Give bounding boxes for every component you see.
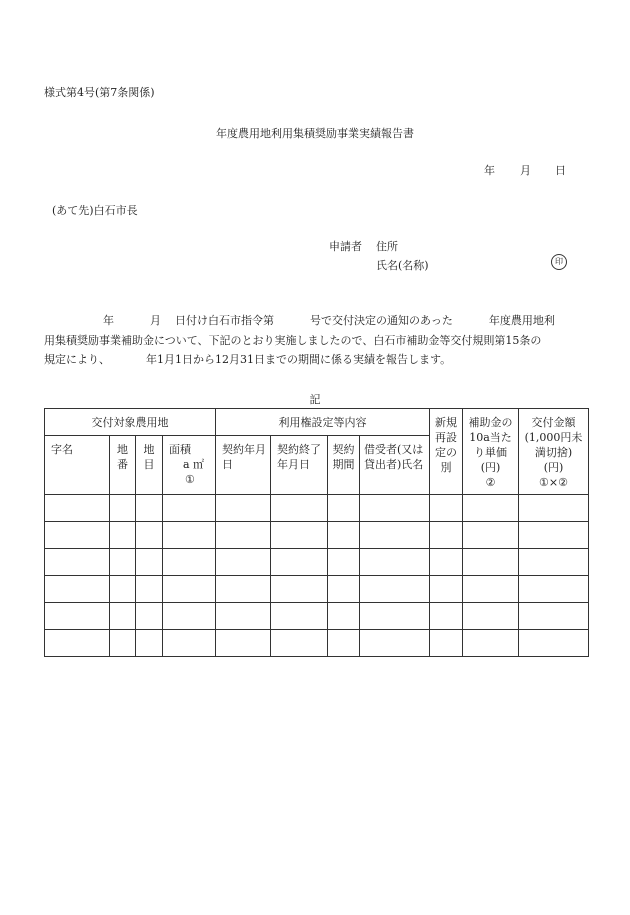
col-end-line: 契約終了 bbox=[277, 443, 321, 456]
table-cell[interactable] bbox=[216, 576, 271, 603]
table-cell[interactable] bbox=[216, 522, 271, 549]
body-line-2: 用集積奨励事業補助金について、下記のとおり実施しましたので、白石市補助金等交付規則第15条の bbox=[44, 334, 542, 347]
col-chiban bbox=[110, 436, 136, 495]
table-cell[interactable] bbox=[163, 630, 216, 657]
col-contract-period bbox=[328, 436, 360, 495]
table-row bbox=[45, 603, 589, 630]
table-cell[interactable] bbox=[328, 495, 360, 522]
table-cell[interactable] bbox=[271, 522, 328, 549]
table-cell[interactable] bbox=[136, 549, 163, 576]
table-cell[interactable] bbox=[430, 549, 463, 576]
table-cell[interactable] bbox=[360, 630, 430, 657]
table-cell[interactable] bbox=[360, 522, 430, 549]
col-period-line: 期間 bbox=[332, 458, 355, 471]
col-amount-line: (1,000円未 bbox=[524, 431, 583, 444]
table-cell[interactable] bbox=[163, 603, 216, 630]
col-area-unit: a ㎡ bbox=[183, 458, 205, 471]
col-amount-line: ①×② bbox=[539, 476, 568, 489]
table-row bbox=[45, 522, 589, 549]
col-chimoku-line: 地 bbox=[143, 443, 155, 456]
table-cell[interactable] bbox=[519, 522, 589, 549]
table-cell[interactable] bbox=[463, 522, 519, 549]
col-lessee bbox=[360, 436, 430, 495]
body-month: 月 bbox=[150, 314, 161, 327]
form-number: 様式第4号(第7条関係) bbox=[44, 86, 155, 99]
col-aza bbox=[45, 436, 110, 495]
addressee: (あて先)白石市長 bbox=[52, 204, 138, 217]
col-new-line: 再設 bbox=[435, 431, 457, 444]
col-amount-line: (円) bbox=[543, 461, 564, 474]
table-cell[interactable] bbox=[328, 603, 360, 630]
address-label: 住所 bbox=[376, 240, 398, 253]
table-cell[interactable] bbox=[430, 630, 463, 657]
table-cell[interactable] bbox=[519, 549, 589, 576]
col-amount-line: 交付金額 bbox=[531, 416, 576, 429]
table-cell[interactable] bbox=[328, 576, 360, 603]
col-new-line: 新規 bbox=[435, 416, 457, 429]
table-cell[interactable] bbox=[216, 495, 271, 522]
col-area-line: 面積 bbox=[169, 443, 191, 456]
col-new-line: 定の bbox=[435, 446, 457, 459]
table-cell[interactable] bbox=[110, 603, 136, 630]
col-chiban-line: 地 bbox=[117, 443, 128, 456]
table-cell[interactable] bbox=[430, 576, 463, 603]
col-end-line: 年月日 bbox=[277, 458, 310, 471]
table-row bbox=[45, 495, 589, 522]
table-cell[interactable] bbox=[110, 576, 136, 603]
table-cell[interactable] bbox=[271, 576, 328, 603]
table-cell[interactable] bbox=[519, 603, 589, 630]
col-start-line: 契約年月 bbox=[222, 443, 266, 456]
body-notice: 号で交付決定の通知のあった bbox=[310, 314, 453, 327]
table-cell[interactable] bbox=[136, 522, 163, 549]
col-lessee-line: 貸出者)氏名 bbox=[364, 458, 424, 471]
table-cell[interactable] bbox=[216, 603, 271, 630]
body-directive: 日付け白石市指令第 bbox=[175, 314, 274, 327]
col-chimoku-line: 目 bbox=[143, 458, 155, 471]
col-unit-line: ② bbox=[485, 476, 496, 489]
table-cell[interactable] bbox=[463, 495, 519, 522]
col-start-line: 日 bbox=[222, 458, 233, 471]
table-cell[interactable] bbox=[360, 549, 430, 576]
table-cell[interactable] bbox=[430, 603, 463, 630]
col-contract-end bbox=[271, 436, 328, 495]
table-cell[interactable] bbox=[271, 603, 328, 630]
applicant-label: 申請者 bbox=[329, 240, 362, 253]
table-body bbox=[45, 495, 589, 657]
table-cell[interactable] bbox=[45, 603, 110, 630]
table-cell[interactable] bbox=[110, 630, 136, 657]
table-cell[interactable] bbox=[328, 630, 360, 657]
table-cell[interactable] bbox=[163, 549, 216, 576]
table-group-header-row bbox=[45, 409, 589, 436]
table-cell[interactable] bbox=[271, 495, 328, 522]
record-table bbox=[44, 408, 589, 657]
col-aza-label: 字名 bbox=[51, 443, 73, 456]
table-cell[interactable] bbox=[45, 549, 110, 576]
table-cell[interactable] bbox=[110, 549, 136, 576]
ki-heading: 記 bbox=[309, 393, 321, 406]
table-cell[interactable] bbox=[136, 495, 163, 522]
table-cell[interactable] bbox=[519, 495, 589, 522]
table-cell[interactable] bbox=[136, 630, 163, 657]
table-cell[interactable] bbox=[463, 576, 519, 603]
body-line-3 bbox=[44, 351, 451, 367]
col-period-line: 契約 bbox=[332, 443, 355, 456]
document-title: 年度農用地利用集積奨励事業実績報告書 bbox=[216, 127, 414, 140]
table-cell[interactable] bbox=[163, 522, 216, 549]
col-unit-line: 補助金の bbox=[468, 416, 513, 429]
table-cell[interactable] bbox=[163, 495, 216, 522]
table-cell[interactable] bbox=[45, 522, 110, 549]
table-cell[interactable] bbox=[163, 576, 216, 603]
col-grant-amount bbox=[519, 409, 589, 495]
table-cell[interactable] bbox=[430, 495, 463, 522]
table-cell[interactable] bbox=[463, 549, 519, 576]
seal-mark: 印 bbox=[551, 254, 567, 270]
name-label: 氏名(名称) bbox=[376, 259, 429, 272]
date-day: 日 bbox=[555, 164, 566, 177]
table-cell[interactable] bbox=[328, 549, 360, 576]
table-row bbox=[45, 576, 589, 603]
col-area bbox=[163, 436, 216, 495]
table-cell[interactable] bbox=[45, 576, 110, 603]
table-cell[interactable] bbox=[430, 522, 463, 549]
body-period: 年1月1日から12月31日までの期間に係る実績を報告します。 bbox=[146, 353, 452, 366]
col-chimoku bbox=[136, 436, 163, 495]
col-unit-line: 10a当た bbox=[469, 431, 512, 444]
col-new-or-renew bbox=[430, 409, 463, 495]
table-cell[interactable] bbox=[360, 495, 430, 522]
body-regulation: 規定により、 bbox=[44, 353, 110, 366]
table-cell[interactable] bbox=[110, 495, 136, 522]
table-cell[interactable] bbox=[136, 603, 163, 630]
col-area-mark: ① bbox=[185, 473, 195, 486]
table-row bbox=[45, 549, 589, 576]
group-header-farmland: 交付対象農用地 bbox=[45, 409, 216, 436]
table-cell[interactable] bbox=[360, 603, 430, 630]
group-header-lease: 利用権設定等内容 bbox=[216, 409, 430, 436]
table-row bbox=[45, 630, 589, 657]
table-cell[interactable] bbox=[360, 576, 430, 603]
table-cell[interactable] bbox=[328, 522, 360, 549]
table-cell[interactable] bbox=[110, 522, 136, 549]
date-line bbox=[484, 162, 566, 178]
table-cell[interactable] bbox=[136, 576, 163, 603]
table-cell[interactable] bbox=[45, 495, 110, 522]
date-month: 月 bbox=[520, 164, 531, 177]
col-new-line: 別 bbox=[440, 461, 452, 474]
table-cell[interactable] bbox=[463, 603, 519, 630]
body-fiscal-year: 年度農用地利 bbox=[488, 314, 555, 327]
table-cell[interactable] bbox=[519, 576, 589, 603]
col-chiban-line: 番 bbox=[117, 458, 128, 471]
table-cell[interactable] bbox=[45, 630, 110, 657]
col-contract-start bbox=[216, 436, 271, 495]
body-year: 年 bbox=[103, 314, 114, 327]
table-cell[interactable] bbox=[519, 630, 589, 657]
col-unit-line: り単価 bbox=[474, 446, 507, 459]
date-year: 年 bbox=[484, 164, 495, 177]
col-lessee-line: 借受者(又は bbox=[364, 443, 424, 456]
col-unit-line: (円) bbox=[480, 461, 501, 474]
table-cell[interactable] bbox=[216, 549, 271, 576]
table-cell[interactable] bbox=[271, 549, 328, 576]
table-cell[interactable] bbox=[271, 630, 328, 657]
col-unit-price bbox=[463, 409, 519, 495]
table-cell[interactable] bbox=[463, 630, 519, 657]
col-amount-line: 満切捨) bbox=[534, 446, 573, 459]
table-cell[interactable] bbox=[216, 630, 271, 657]
body-line-1 bbox=[103, 312, 555, 328]
